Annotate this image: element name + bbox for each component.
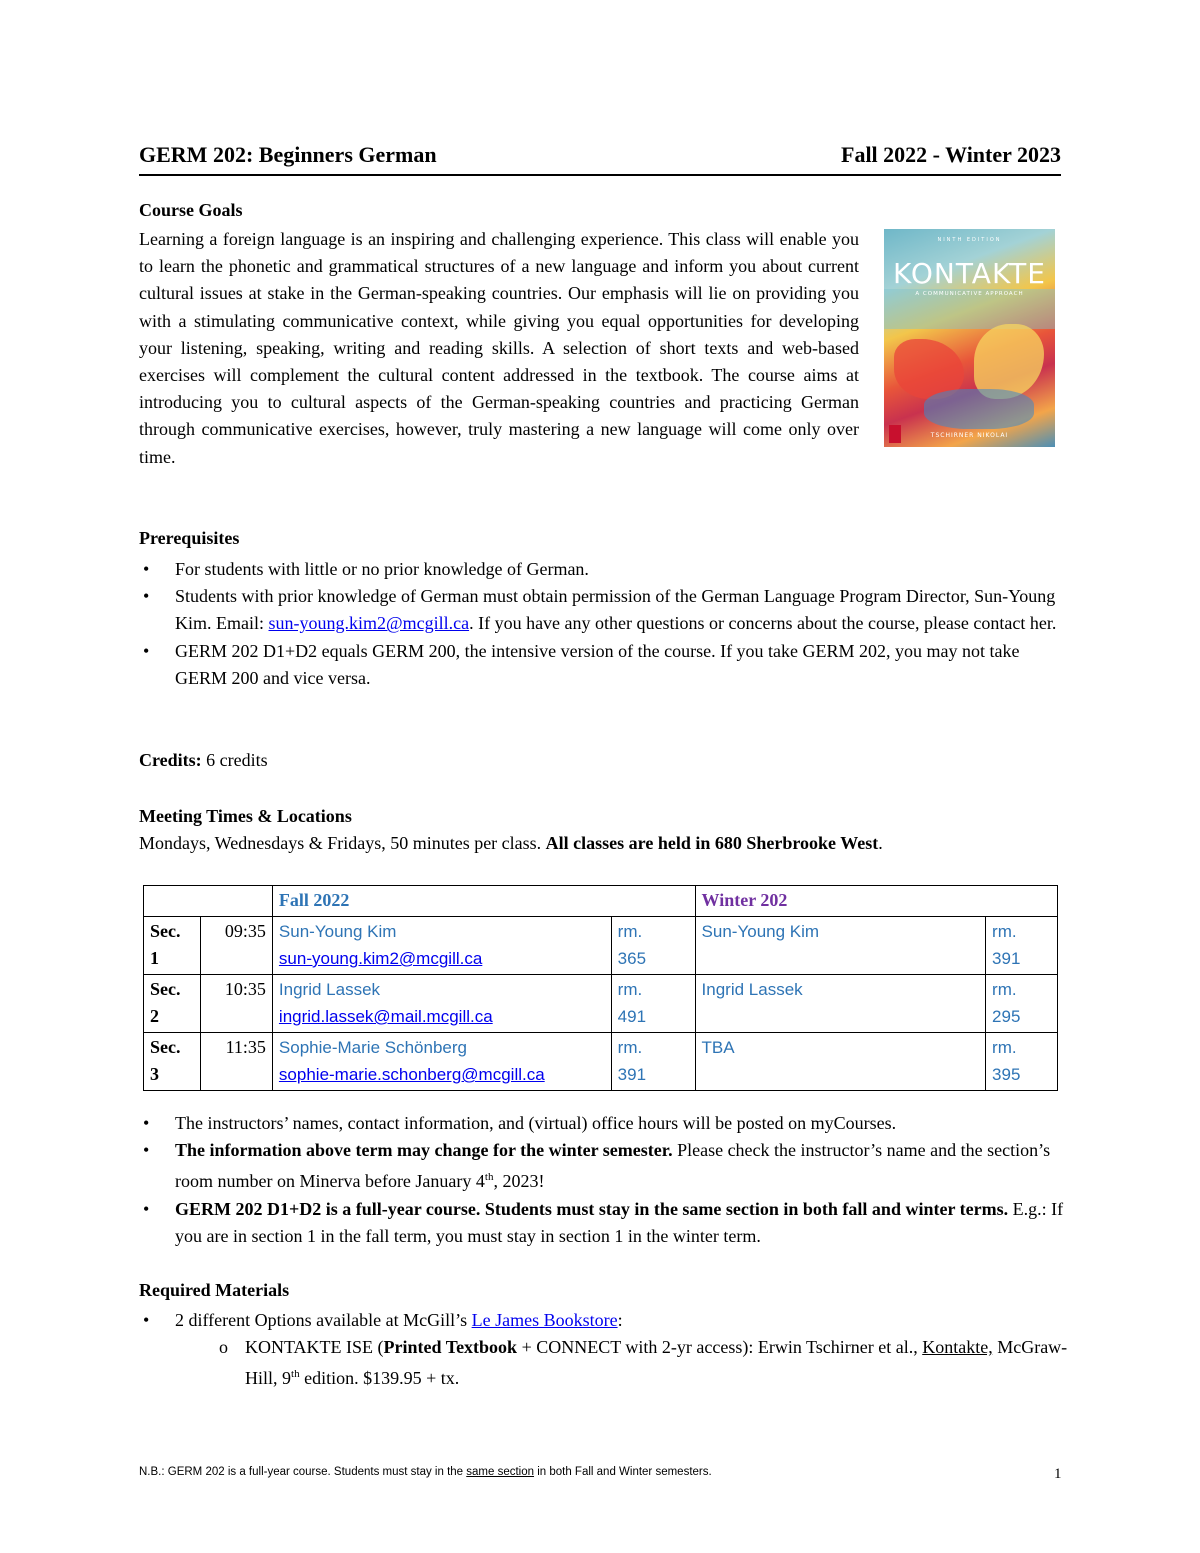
list-item: • The information above term may change for the winter semester. Please check the instructor’s name and the section’s room number on Minerva before January 4th, 2023! — [143, 1140, 1051, 1192]
page-header — [139, 140, 1061, 176]
cover-authors: TSCHIRNER NIKOLAI — [930, 432, 1009, 439]
materials-list — [139, 1307, 1069, 1393]
list-item: • For students with little or no prior knowledge of German. — [143, 559, 589, 579]
schedule-table — [143, 885, 1058, 1091]
cover-subtitle: A COMMUNICATIVE APPROACH — [915, 291, 1024, 297]
page-number: 1 — [1054, 1466, 1062, 1482]
fall-header: Fall 2022 — [278, 890, 350, 910]
notes-list — [139, 1110, 1069, 1250]
materials-heading: Required Materials — [139, 1280, 290, 1300]
course-goals-text: Learning a foreign language is an inspiring and challenging experience. This class will enable you to learn the phonetic and grammatical structures of a new language and inform you about current cultural issues at stake in the German-speaking countries. Our emphasis will lie on providing you with a stimulating communicative context, while giving you equal opportunities for developing your listening, speaking, writing and reading skills. A selection of short texts and web-based exercises will complement the cultural content addressed in the textbook. The course aims at introducing you to cultural aspects of the German-speaking countries and practicing German through communicative exercises, however, truly mastering a new language will come only over time. — [139, 229, 859, 467]
director-email-link[interactable]: sun-young.kim2@mcgill.ca — [268, 613, 470, 634]
winter-header: Winter 202 — [701, 890, 788, 910]
table-row: Sec. 2 10:35 Ingrid Lassek ingrid.lassek@mail.mcgill.ca rm. 491 Ingrid Lassek rm. 295 — [144, 974, 1058, 1032]
table-row: Sec. 1 09:35 Sun-Young Kim sun-young.kim2@mcgill.ca rm. 365 Sun-Young Kim rm. 391 — [144, 916, 1058, 974]
list-item: • GERM 202 D1+D2 equals GERM 200, the intensive version of the course. If you take GERM 202, you may not take GERM 200 and vice versa. — [143, 640, 1020, 688]
page-footer: N.B.: GERM 202 is a full-year course. Students must stay in the same section in both Fall and Winter semesters. — [139, 1466, 712, 1478]
cover-edition: NINTH EDITION — [937, 237, 1002, 243]
list-item: • The instructors’ names, contact information, and (virtual) office hours will be posted on myCourses. — [143, 1113, 897, 1133]
instructor-email-link[interactable]: sophie-marie.schonberg@mcgill.ca — [278, 1065, 545, 1084]
prerequisites-list — [139, 556, 1069, 692]
credits-line: Credits: 6 credits — [139, 750, 268, 770]
instructor-email-link[interactable]: ingrid.lassek@mail.mcgill.ca — [278, 1007, 493, 1026]
publisher-logo — [889, 425, 901, 443]
course-title: GERM 202: Beginners German — [139, 142, 437, 167]
course-goals-heading: Course Goals — [139, 200, 243, 220]
table-header-row — [144, 886, 1058, 917]
bookstore-link[interactable]: Le James Bookstore — [471, 1310, 618, 1330]
list-item: • Students with prior knowledge of German must obtain permission of the German Language Program Director, Sun-Young Kim. Email: sun-young.kim2@mcgill.ca. If you have any other questions or concerns about the course, please contact her. — [143, 586, 1057, 634]
list-item: • 2 different Options available at McGill’s Le James Bookstore: o KONTAKTE ISE (Printed Textbook + CONNECT with 2-yr access): Erwin Tschirner et al., Kontakte, McGraw-Hill, 9th edition. $139.95 + tx. — [139, 1307, 1069, 1393]
list-item: • GERM 202 D1+D2 is a full-year course. Students must stay in the same section in both fall and winter terms. E.g.: If you are in section 1 in the fall term, you must stay in section 1 in the winter term. — [143, 1198, 1064, 1246]
cover-title: KONTAKTE — [893, 257, 1046, 290]
table-row: Sec. 3 11:35 Sophie-Marie Schönberg sophie-marie.schonberg@mcgill.ca rm. 391 TBA rm. 395 — [144, 1032, 1058, 1090]
textbook-cover-image — [884, 229, 1055, 447]
meeting-heading: Meeting Times & Locations — [139, 806, 352, 826]
course-term: Fall 2022 - Winter 2023 — [841, 142, 1061, 167]
prerequisites-heading: Prerequisites — [139, 528, 240, 548]
instructor-email-link[interactable]: sun-young.kim2@mcgill.ca — [278, 949, 483, 968]
meeting-text: Mondays, Wednesdays & Fridays, 50 minutes per class. All classes are held in 680 Sherbrooke West. — [139, 833, 883, 853]
list-item: o KONTAKTE ISE (Printed Textbook + CONNECT with 2-yr access): Erwin Tschirner et al., Kontakte, McGraw-Hill, 9th edition. $139.95 + tx. — [219, 1337, 1068, 1389]
